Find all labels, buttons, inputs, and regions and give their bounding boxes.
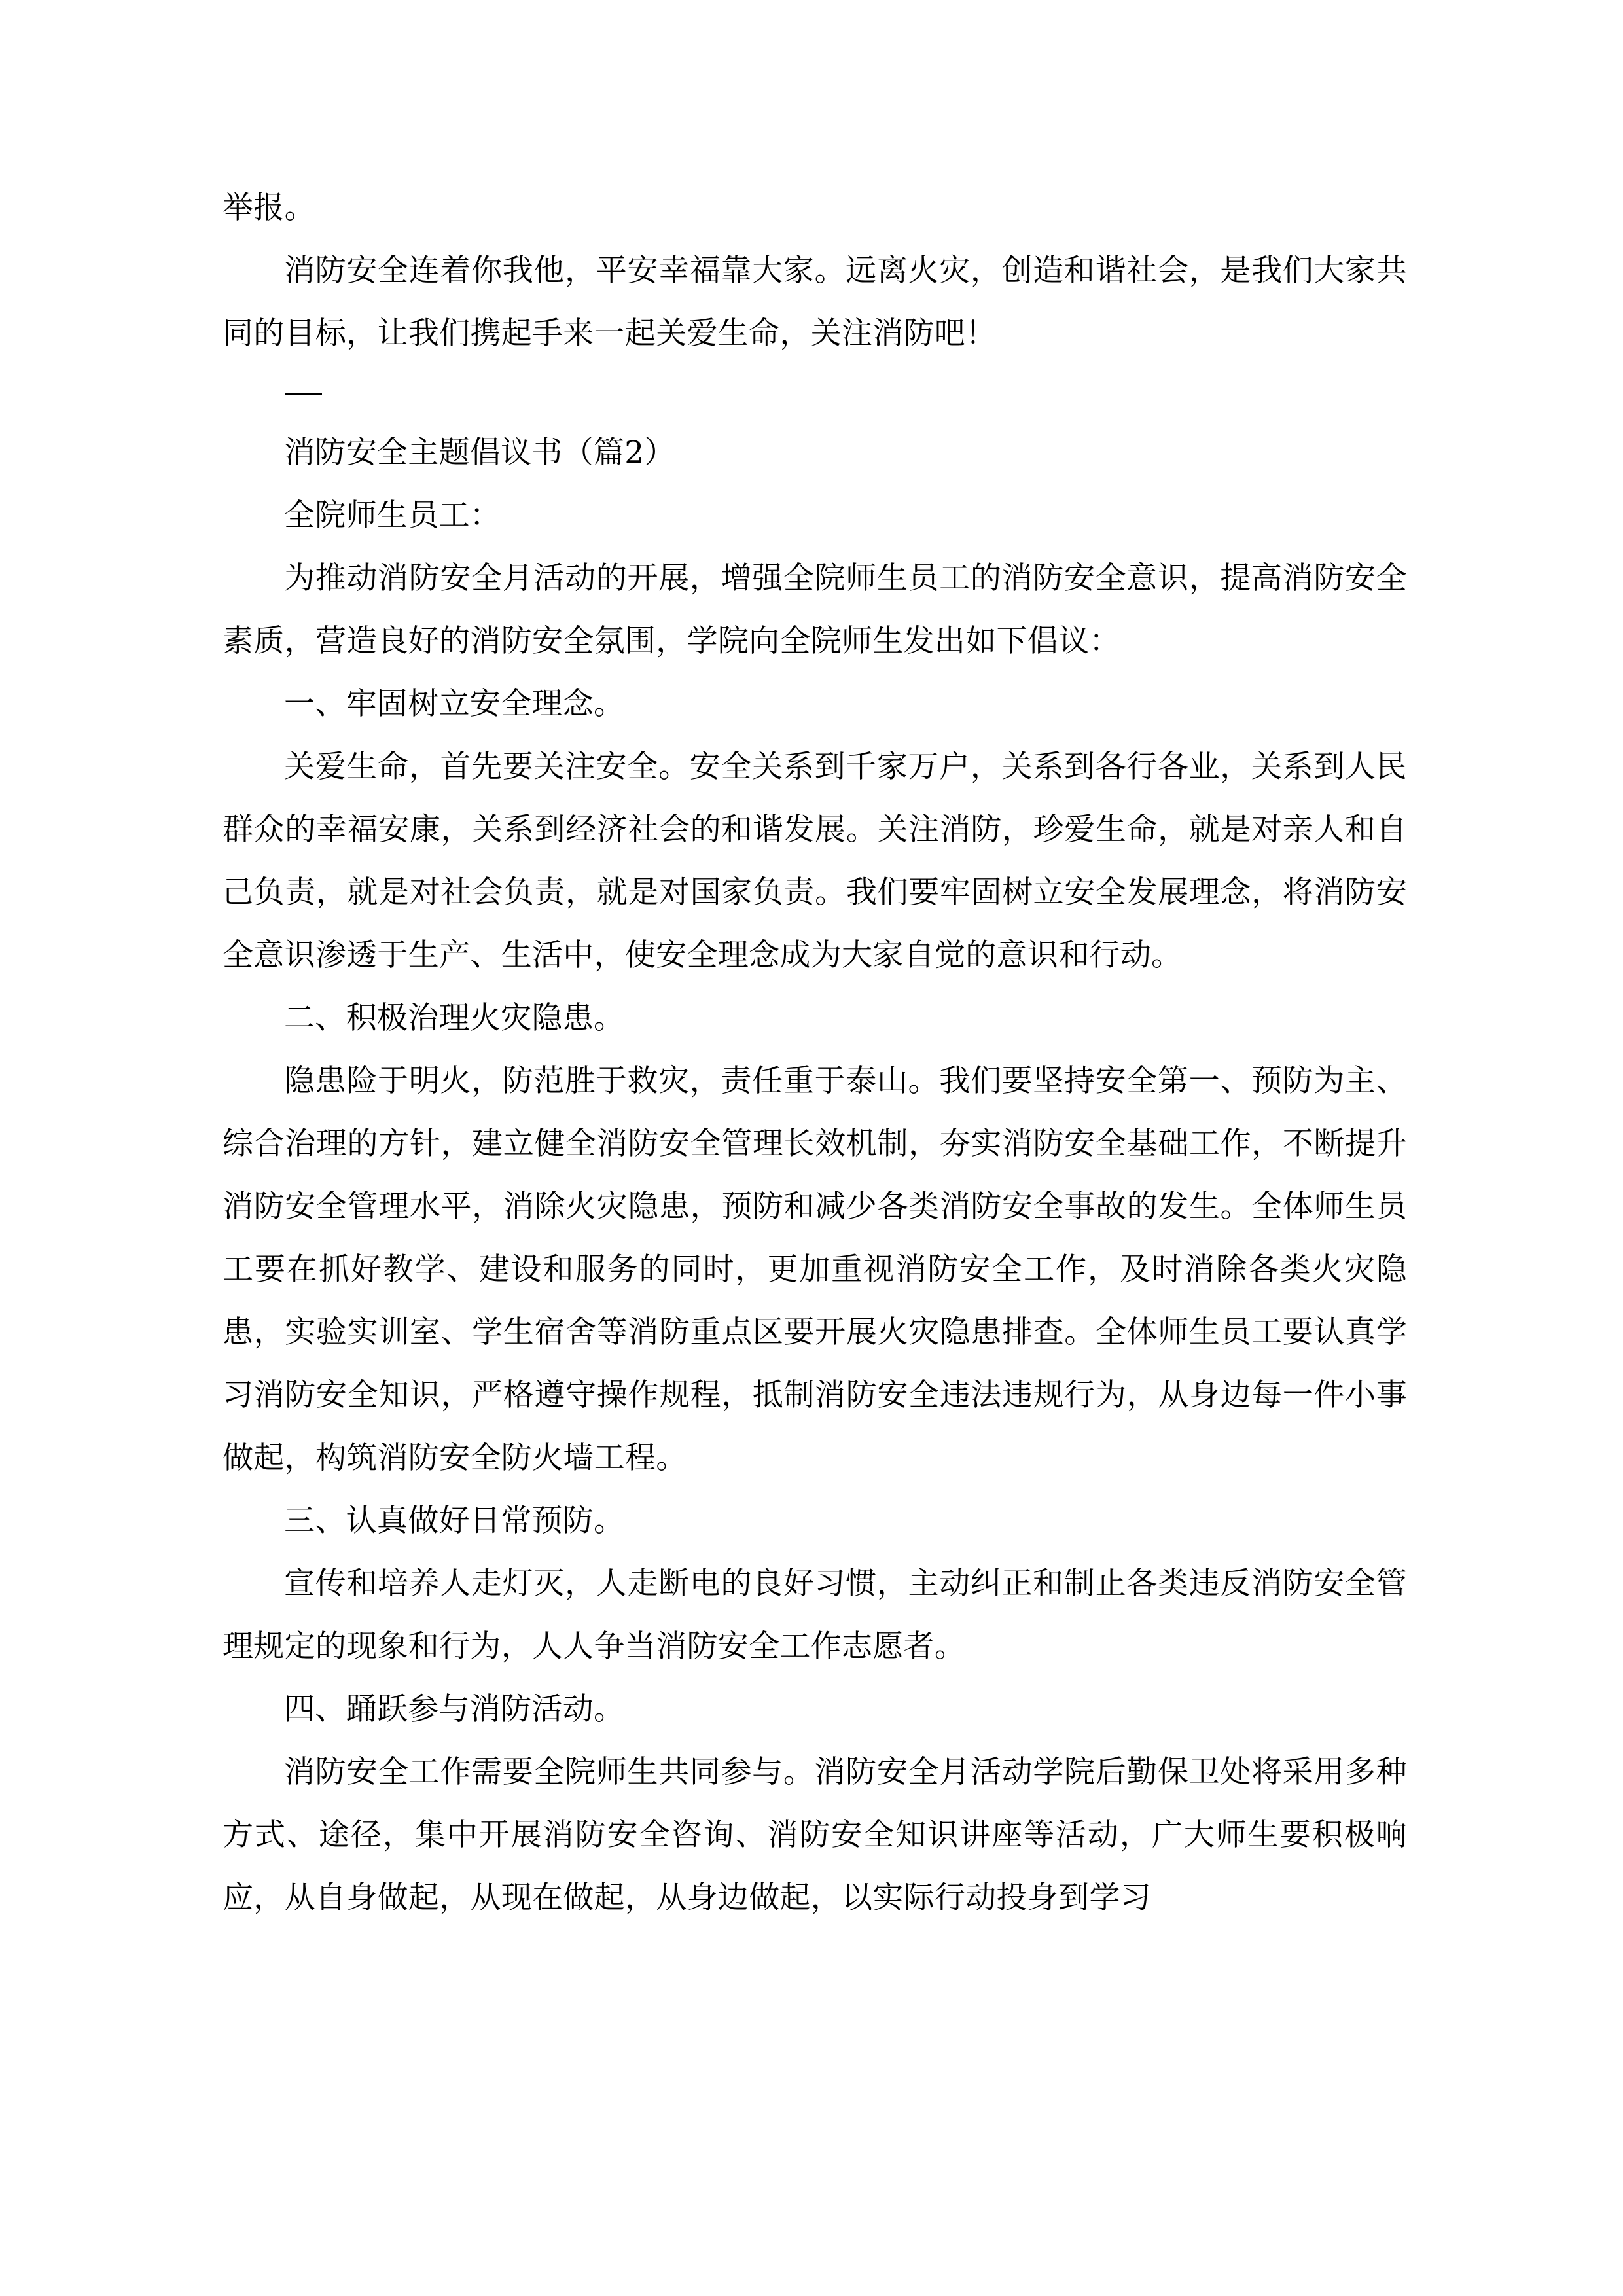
document-body (223, 177, 1407, 1929)
paragraph-item-four-title: 四、踊跃参与消防活动。 (284, 1691, 625, 1727)
paragraph-item-two-title: 二、积极治理火灾隐患。 (284, 1000, 625, 1036)
section-heading-part2: 消防安全主题倡议书（篇2） (284, 435, 675, 471)
paragraph-item-four-body: 消防安全工作需要全院师生共同参与。消防安全月活动学院后勤保卫处将采用多种方式、途径，集中开展消防安全咨询、消防安全知识讲座等活动，广大师生要积极响应，从自身做起，从现在做起，从身边做起，以实际行动投身到学习 (223, 1754, 1407, 1916)
divider-line (285, 393, 322, 395)
paragraph-intro: 为推动消防安全月活动的开展，增强全院师生员工的消防安全意识，提高消防安全素质，营造良好的消防安全氛围，学院向全院师生发出如下倡议： (223, 560, 1407, 659)
paragraph-item-three-body: 宣传和培养人走灯灭，人走断电的良好习惯，主动纠正和制止各类违反消防安全管理规定的现象和行为，人人争当消防安全工作志愿者。 (223, 1566, 1407, 1664)
paragraph-item-one-body: 关爱生命，首先要关注安全。安全关系到千家万户，关系到各行各业，关系到人民群众的幸福安康，关系到经济社会的和谐发展。关注消防，珍爱生命，就是对亲人和自己负责，就是对社会负责，就是对国家负责。我们要牢固树立安全发展理念，将消防安全意识渗透于生产、生活中，使安全理念成为大家自觉的意识和行动。 (223, 749, 1407, 973)
paragraph-continuation-report: 举报。 (223, 190, 315, 226)
paragraph-closing-part1: 消防安全连着你我他，平安幸福靠大家。远离火灾，创造和谐社会，是我们大家共同的目标，让我们携起手来一起关爱生命，关注消防吧！ (223, 253, 1407, 351)
paragraph-item-two-body: 隐患险于明火，防范胜于救灾，责任重于泰山。我们要坚持安全第一、预防为主、综合治理的方针，建立健全消防安全管理长效机制，夯实消防安全基础工作，不断提升消防安全管理水平，消除火灾隐患，预防和减少各类消防安全事故的发生。全体师生员工要在抓好教学、建设和服务的同时，更加重视消防安全工作，及时消除各类火灾隐患，实验实训室、学生宿舍等消防重点区要开展火灾隐患排查。全体师生员工要认真学习消防安全知识，严格遵守操作规程，抵制消防安全违法违规行为，从身边每一件小事做起，构筑消防安全防火墙工程。 (223, 1063, 1407, 1476)
paragraph-item-three-title: 三、认真做好日常预防。 (284, 1503, 625, 1539)
paragraph-salutation: 全院师生员工： (284, 497, 501, 533)
section-divider (223, 365, 1407, 422)
paragraph-item-one-title: 一、牢固树立安全理念。 (284, 686, 625, 722)
